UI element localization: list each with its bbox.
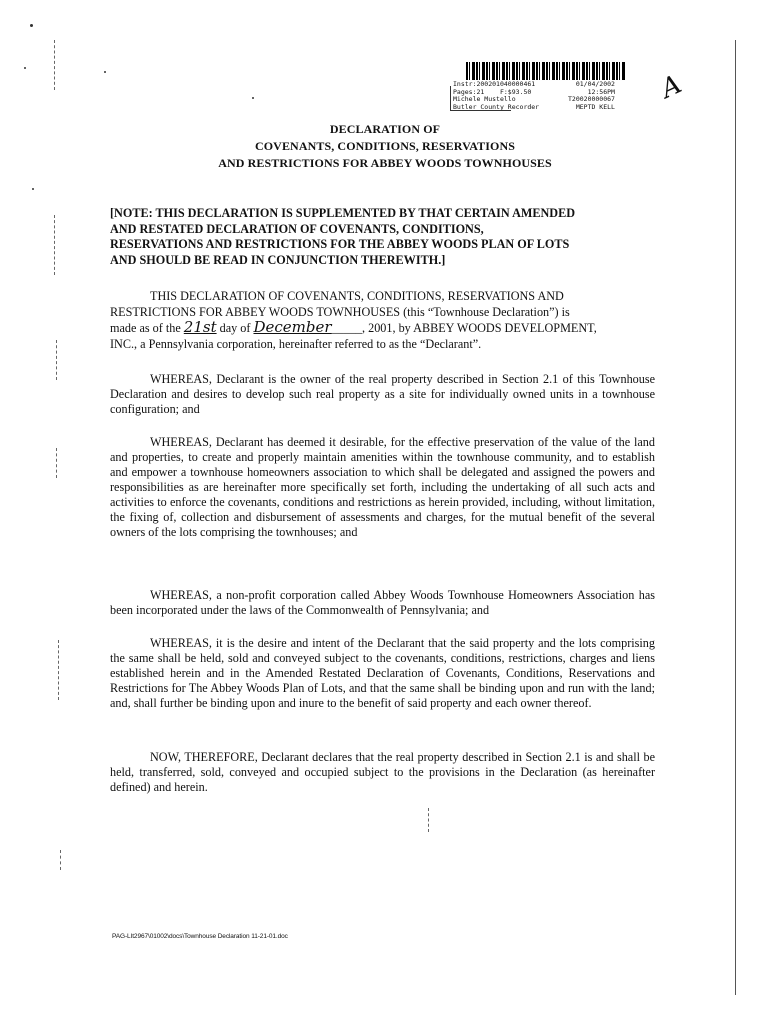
intro-line: THIS DECLARATION OF COVENANTS, CONDITIONS, RESERVATIONS AND: [150, 289, 564, 303]
scan-speck: [252, 97, 254, 99]
handwritten-initials: A: [656, 69, 687, 105]
scan-edge-mark: [60, 850, 61, 870]
page-edge-line: [735, 40, 736, 995]
title-line-3: AND RESTRICTIONS FOR ABBEY WOODS TOWNHOUSES: [218, 156, 552, 170]
scan-edge-mark: [56, 340, 57, 380]
intro-year-developer: _____, 2001, by ABBEY WOODS DEVELOPMENT,: [331, 321, 597, 335]
intro-made-as-of: made as of the: [110, 321, 181, 335]
whereas-paragraph-1: [110, 372, 655, 417]
intro-line: RESTRICTIONS FOR ABBEY WOODS TOWNHOUSES (this “Townhouse Declaration”) is: [110, 304, 570, 319]
whereas-paragraph-3: [110, 588, 655, 618]
whereas-text: WHEREAS, Declarant has deemed it desirable, for the effective preservation of the value of the land and properties, to create and properly maintain amenities within the townhouse community, and to establish and empower a townhouse homeowners association to which shall be delegated and assigned the powers and responsibilities as are hereinafter more specifically set forth, including the undertaking of all such acts and activities to enforce the covenants, conditions and restrictions as herein provided, including, without limitation, the fixing of, collection and disbursement of assessments and charges, for the mutual benefit of the several owners of the lots comprising the townhouses; and: [110, 435, 655, 539]
stamp-recorder-office: Butler County Recorder: [453, 102, 540, 111]
note-line: [NOTE: THIS DECLARATION IS SUPPLEMENTED BY THAT CERTAIN AMENDED: [110, 206, 576, 220]
handwritten-day: 21st: [183, 318, 217, 336]
intro-day-of: day of: [219, 321, 251, 335]
whereas-text: WHEREAS, Declarant is the owner of the real property described in Section 2.1 of this Townhouse Declaration and desires to develop such real property as a site for individually owned units in a townhouse configuration; and: [110, 372, 655, 416]
stamp-instr: Instr:200201040000461: [453, 80, 536, 88]
stamp-receipt: T20020000067: [568, 95, 615, 103]
whereas-text: WHEREAS, a non-profit corporation called Abbey Woods Townhouse Homeowners Association has been incorporated under the laws of the Commonwealth of Pennsylvania; and: [110, 588, 655, 617]
whereas-paragraph-4: [110, 636, 655, 711]
now-therefore-paragraph: [110, 750, 655, 795]
intro-line: INC., a Pennsylvania corporation, hereinafter referred to as the “Declarant”.: [110, 336, 482, 351]
scan-edge-mark: [54, 215, 55, 275]
scan-speck: [32, 188, 34, 190]
intro-line-date: [110, 320, 655, 337]
scan-edge-mark: [56, 448, 57, 478]
note-block: [110, 206, 655, 269]
handwritten-month: December: [253, 318, 332, 336]
stamp-time: 12:56PM: [587, 87, 615, 96]
title-line-2: COVENANTS, CONDITIONS, RESERVATIONS: [254, 139, 516, 153]
note-line: AND SHOULD BE READ IN CONJUNCTION THEREWITH.]: [110, 253, 446, 268]
scan-edge-mark: [54, 40, 55, 90]
title-line-1: DECLARATION OF: [329, 122, 441, 136]
now-therefore-text: NOW, THEREFORE, Declarant declares that the real property described in Section 2.1 is and shall be held, transferred, sold, conveyed and occupied subject to the provisions in the Declaration (as hereinafter defined) and herein.: [110, 750, 655, 794]
scan-edge-mark: [428, 808, 429, 832]
scan-speck: [104, 71, 106, 73]
scan-speck: [24, 67, 26, 69]
stamp-right-column: [568, 81, 615, 111]
whereas-text: WHEREAS, it is the desire and intent of the Declarant that the said property and the lots comprising the same shall be held, sold and conveyed subject to the covenants, conditions, restrictions, charges and liens established herein and in the Amended Restated Declaration of Covenants, Conditions, Reservations and Restrictions for The Abbey Woods Plan of Lots, and that the same shall be binding upon and run with the land; and, shall further be binding upon and inure to the benefit of said property and each owner thereof.: [110, 636, 655, 710]
stamp-recorder-name: Michele Mustello: [453, 95, 516, 103]
stamp-clerk: MEPTD KELL: [575, 102, 615, 111]
note-line: RESERVATIONS AND RESTRICTIONS FOR THE ABBEY WOODS PLAN OF LOTS: [110, 237, 570, 252]
document-path-footer: PAG-LIt2967\01002\docs\Townhouse Declaration 11-21-01.doc: [112, 933, 288, 940]
stamp-pages: Pages:21 F:$93.50: [453, 87, 532, 96]
intro-paragraph: [110, 289, 655, 352]
stamp-bracket: [450, 86, 511, 111]
stamp-date: 01/04/2002: [575, 80, 615, 88]
scan-speck: [30, 24, 33, 27]
note-line: AND RESTATED DECLARATION OF COVENANTS, CONDITIONS,: [110, 221, 484, 236]
barcode: [466, 62, 626, 80]
whereas-paragraph-2: [110, 435, 655, 540]
scan-edge-mark: [58, 640, 59, 700]
